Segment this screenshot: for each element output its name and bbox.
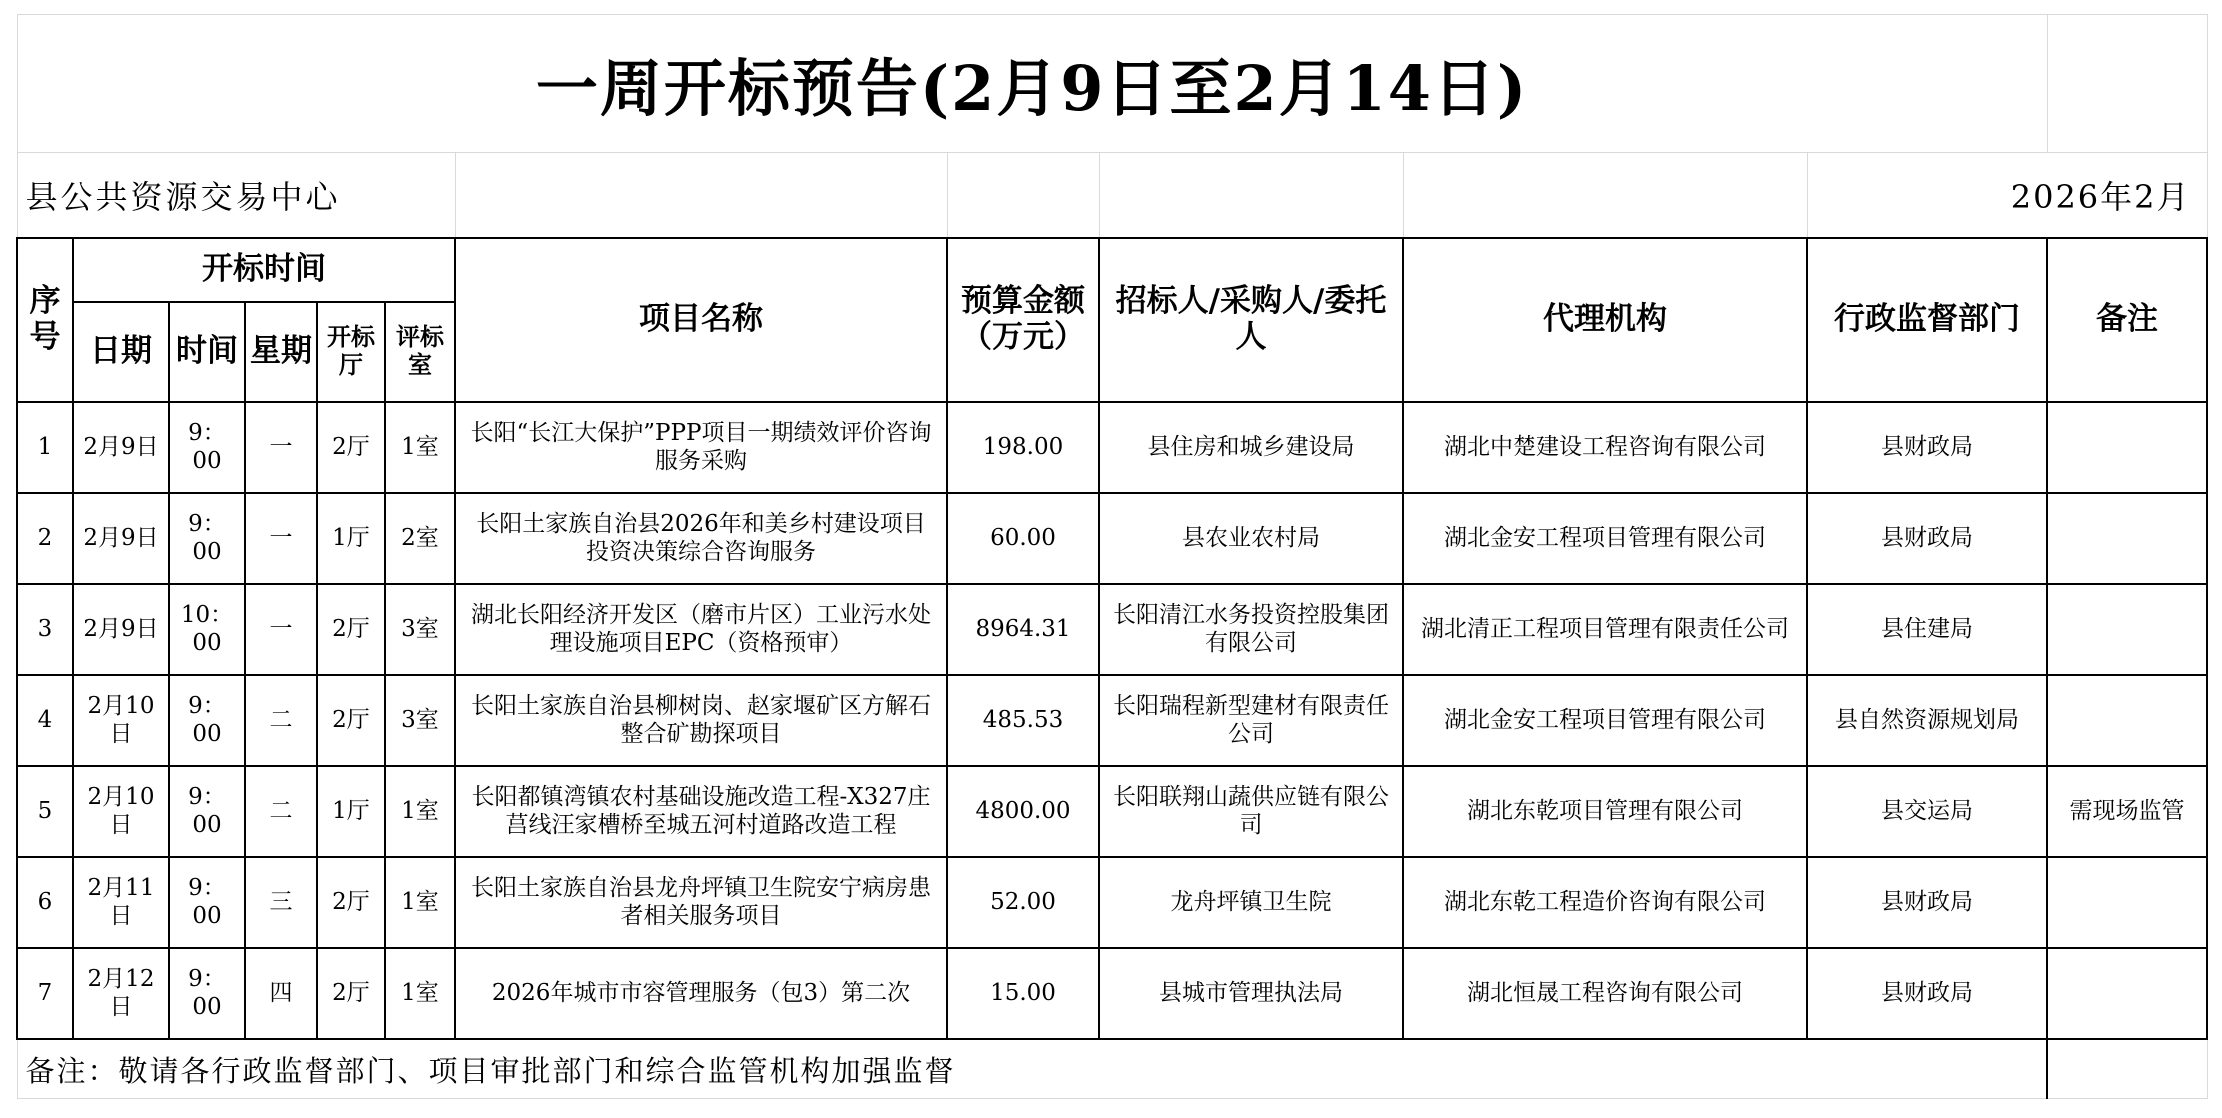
cell-room: 3室 <box>385 584 455 675</box>
header-seq: 序号 <box>17 238 73 402</box>
cell-buyer: 长阳瑞程新型建材有限责任公司 <box>1099 675 1403 766</box>
header-time: 时间 <box>169 302 245 402</box>
cell-buyer: 县城市管理执法局 <box>1099 948 1403 1039</box>
cell-supervisor: 县自然资源规划局 <box>1807 675 2047 766</box>
cell-budget: 485.53 <box>947 675 1099 766</box>
cell-remark <box>2047 948 2207 1039</box>
footer-note: 备注：敬请各行政监督部门、项目审批部门和综合监管机构加强监督 <box>17 1039 2047 1099</box>
cell-seq: 7 <box>17 948 73 1039</box>
header-supervisor: 行政监督部门 <box>1807 238 2047 402</box>
cell-hall: 2厅 <box>317 402 385 493</box>
cell-date: 2月11日 <box>73 857 169 948</box>
cell-weekday: 一 <box>245 584 317 675</box>
cell-seq: 3 <box>17 584 73 675</box>
table-row <box>17 584 2207 675</box>
cell-supervisor: 县交运局 <box>1807 766 2047 857</box>
cell-date: 2月10日 <box>73 675 169 766</box>
cell-date: 2月10日 <box>73 766 169 857</box>
cell-time: 9：00 <box>169 402 245 493</box>
table-row <box>17 857 2207 948</box>
table-row <box>17 948 2207 1039</box>
cell-project: 长阳土家族自治县柳树岗、赵家堰矿区方解石整合矿勘探项目 <box>455 675 947 766</box>
cell-buyer: 县农业农村局 <box>1099 493 1403 584</box>
cell-project: 长阳都镇湾镇农村基础设施改造工程-X327庄莒线汪家槽桥至城五河村道路改造工程 <box>455 766 947 857</box>
empty-cell <box>947 153 1099 239</box>
cell-weekday: 二 <box>245 766 317 857</box>
cell-hall: 2厅 <box>317 857 385 948</box>
cell-buyer: 龙舟坪镇卫生院 <box>1099 857 1403 948</box>
cell-supervisor: 县住建局 <box>1807 584 2047 675</box>
cell-room: 1室 <box>385 402 455 493</box>
issue-date: 2026年2月 <box>1807 153 2207 239</box>
cell-date: 2月12日 <box>73 948 169 1039</box>
cell-supervisor: 县财政局 <box>1807 948 2047 1039</box>
cell-room: 1室 <box>385 857 455 948</box>
cell-remark <box>2047 675 2207 766</box>
cell-supervisor: 县财政局 <box>1807 493 2047 584</box>
empty-cell <box>2047 1039 2207 1099</box>
header-weekday: 星期 <box>245 302 317 402</box>
cell-time: 9：00 <box>169 493 245 584</box>
organization-name: 县公共资源交易中心 <box>17 153 455 239</box>
cell-room: 2室 <box>385 493 455 584</box>
table-header <box>17 238 2207 402</box>
header-remark: 备注 <box>2047 238 2207 402</box>
cell-hall: 1厅 <box>317 766 385 857</box>
cell-date: 2月9日 <box>73 402 169 493</box>
header-bid-time: 开标时间 <box>73 238 455 302</box>
cell-room: 3室 <box>385 675 455 766</box>
cell-agent: 湖北东乾工程造价咨询有限公司 <box>1403 857 1807 948</box>
table-row <box>17 402 2207 493</box>
header-hall: 开标厅 <box>317 302 385 402</box>
table-row <box>17 675 2207 766</box>
header-budget: 预算金额（万元） <box>947 238 1099 402</box>
bid-schedule-sheet <box>16 14 2206 1099</box>
cell-weekday: 三 <box>245 857 317 948</box>
header-project: 项目名称 <box>455 238 947 402</box>
cell-weekday: 二 <box>245 675 317 766</box>
cell-budget: 198.00 <box>947 402 1099 493</box>
cell-seq: 5 <box>17 766 73 857</box>
header-buyer: 招标人/采购人/委托人 <box>1099 238 1403 402</box>
cell-hall: 1厅 <box>317 493 385 584</box>
cell-agent: 湖北恒晟工程咨询有限公司 <box>1403 948 1807 1039</box>
cell-time: 9：00 <box>169 766 245 857</box>
cell-buyer: 长阳清江水务投资控股集团有限公司 <box>1099 584 1403 675</box>
cell-hall: 2厅 <box>317 948 385 1039</box>
cell-project: 长阳土家族自治县龙舟坪镇卫生院安宁病房患者相关服务项目 <box>455 857 947 948</box>
header-agent: 代理机构 <box>1403 238 1807 402</box>
cell-agent: 湖北东乾项目管理有限公司 <box>1403 766 1807 857</box>
cell-budget: 52.00 <box>947 857 1099 948</box>
empty-cell <box>2047 15 2207 153</box>
cell-date: 2月9日 <box>73 493 169 584</box>
cell-seq: 1 <box>17 402 73 493</box>
cell-budget: 15.00 <box>947 948 1099 1039</box>
cell-remark <box>2047 402 2207 493</box>
header-date: 日期 <box>73 302 169 402</box>
cell-room: 1室 <box>385 948 455 1039</box>
empty-cell <box>1403 153 1807 239</box>
cell-hall: 2厅 <box>317 675 385 766</box>
table-row <box>17 493 2207 584</box>
cell-project: 2026年城市市容管理服务（包3）第二次 <box>455 948 947 1039</box>
cell-supervisor: 县财政局 <box>1807 402 2047 493</box>
cell-buyer: 长阳联翔山蔬供应链有限公司 <box>1099 766 1403 857</box>
cell-remark <box>2047 493 2207 584</box>
cell-time: 9：00 <box>169 948 245 1039</box>
cell-weekday: 四 <box>245 948 317 1039</box>
cell-date: 2月9日 <box>73 584 169 675</box>
cell-remark <box>2047 857 2207 948</box>
cell-agent: 湖北金安工程项目管理有限公司 <box>1403 675 1807 766</box>
cell-project: 湖北长阳经济开发区（磨市片区）工业污水处理设施项目EPC（资格预审） <box>455 584 947 675</box>
cell-remark: 需现场监管 <box>2047 766 2207 857</box>
cell-room: 1室 <box>385 766 455 857</box>
cell-time: 9：00 <box>169 857 245 948</box>
cell-budget: 60.00 <box>947 493 1099 584</box>
cell-weekday: 一 <box>245 493 317 584</box>
table-body <box>17 402 2207 1039</box>
cell-hall: 2厅 <box>317 584 385 675</box>
cell-supervisor: 县财政局 <box>1807 857 2047 948</box>
empty-cell <box>455 153 947 239</box>
cell-time: 9：00 <box>169 675 245 766</box>
cell-seq: 6 <box>17 857 73 948</box>
bid-schedule-table <box>16 14 2208 1099</box>
cell-seq: 2 <box>17 493 73 584</box>
cell-time: 10：00 <box>169 584 245 675</box>
cell-agent: 湖北金安工程项目管理有限公司 <box>1403 493 1807 584</box>
page-title: 一周开标预告(2月9日至2月14日) <box>17 15 2047 153</box>
cell-remark <box>2047 584 2207 675</box>
cell-agent: 湖北清正工程项目管理有限责任公司 <box>1403 584 1807 675</box>
cell-buyer: 县住房和城乡建设局 <box>1099 402 1403 493</box>
cell-project: 长阳土家族自治县2026年和美乡村建设项目投资决策综合咨询服务 <box>455 493 947 584</box>
table-row <box>17 766 2207 857</box>
empty-cell <box>1099 153 1403 239</box>
cell-agent: 湖北中楚建设工程咨询有限公司 <box>1403 402 1807 493</box>
cell-project: 长阳“长江大保护”PPP项目一期绩效评价咨询服务采购 <box>455 402 947 493</box>
cell-weekday: 一 <box>245 402 317 493</box>
cell-budget: 4800.00 <box>947 766 1099 857</box>
cell-seq: 4 <box>17 675 73 766</box>
header-room: 评标室 <box>385 302 455 402</box>
cell-budget: 8964.31 <box>947 584 1099 675</box>
